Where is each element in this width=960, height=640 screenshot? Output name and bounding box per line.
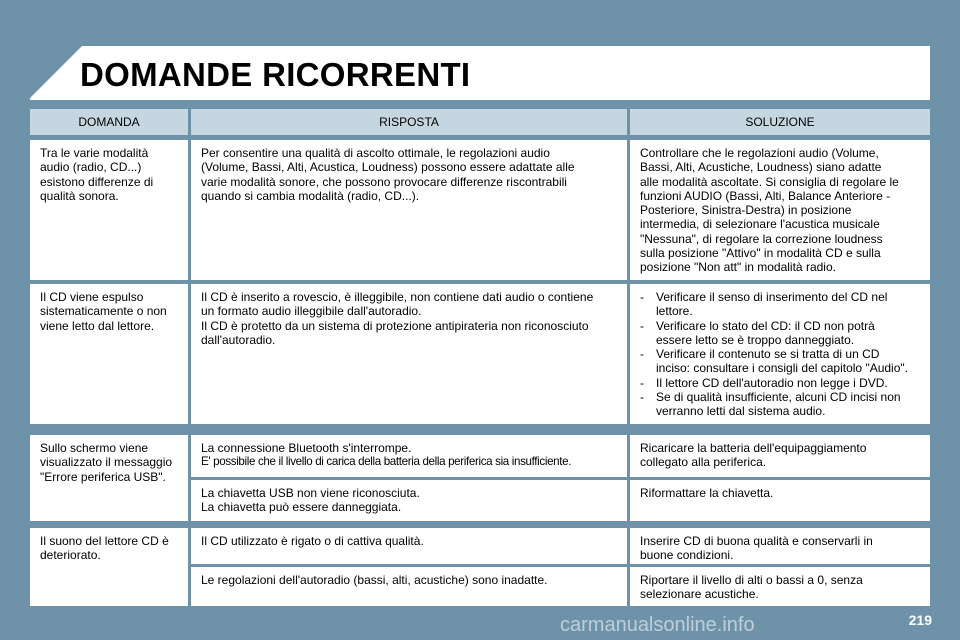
row-1-soluzione: Controllare che le regolazioni audio (Volume, Bassi, Alti, Acustiche, Loudness) siano adatte alle modalità ascoltate. Si consiglia di regolare le funzioni AUDIO (Bassi, Alti, Balance Anteriore - Posteriore, Sinistra-Destra) in posizione intermedia, di selezionare l'acustica musicale "Nessuna", di regolare la correzione loudness sulla posizione "Attivo" in modalità CD e sulla posizione "Non att" in modalità radio. <box>630 140 930 280</box>
list-item: - Se di qualità insufficiente, alcuni CD incisi non verranno letti dal sistema audio. <box>640 390 922 419</box>
list-item: - Verificare lo stato del CD: il CD non potrà essere letto se è troppo danneggiato. <box>640 319 922 348</box>
page-title: DOMANDE RICORRENTI <box>80 56 471 93</box>
solution-list <box>640 290 922 419</box>
row-2-soluzione <box>630 284 930 424</box>
row-3-domanda: Sullo schermo viene visualizzato il messaggio "Errore periferica USB". <box>30 435 188 521</box>
header-soluzione: SOLUZIONE <box>630 109 930 135</box>
row-4a-risposta: Il CD utilizzato è rigato o di cattiva qualità. <box>191 528 627 564</box>
list-item: - Il lettore CD dell'autoradio non legge i DVD. <box>640 376 922 390</box>
row-3b-risposta: La chiavetta USB non viene riconosciuta. La chiavetta può essere danneggiata. <box>191 480 627 521</box>
list-item: - Verificare il contenuto se si tratta di un CD inciso: consultare i consigli del capitolo "Audio". <box>640 347 922 376</box>
row-4a-soluzione: Inserire CD di buona qualità e conservarli in buone condizioni. <box>630 528 930 564</box>
row-4b-risposta: Le regolazioni dell'autoradio (bassi, alti, acustiche) sono inadatte. <box>191 567 627 606</box>
header-domanda: DOMANDA <box>30 109 188 135</box>
header-risposta: RISPOSTA <box>191 109 627 135</box>
list-item: - Verificare il senso di inserimento del CD nel lettore. <box>640 290 922 319</box>
row-3a-risposta: La connessione Bluetooth s'interrompe. E' possibile che il livello di carica della batteria della periferica sia insufficiente. <box>191 435 627 477</box>
watermark: carmanualsonline.info <box>560 614 755 636</box>
row-4-domanda: Il suono del lettore CD è deteriorato. <box>30 528 188 606</box>
page-number: 219 <box>908 612 932 628</box>
row-3b-soluzione: Riformattare la chiavetta. <box>630 480 930 521</box>
row-1-risposta: Per consentire una qualità di ascolto ottimale, le regolazioni audio (Volume, Bassi, Alti, Acustica, Loudness) possono essere adattate alle varie modalità sonore, che possono provocare differenze riscontrabili quando si cambia modalità (radio, CD...). <box>191 140 627 280</box>
row-3a-soluzione: Ricaricare la batteria dell'equipaggiamento collegato alla periferica. <box>630 435 930 477</box>
row-2-domanda: Il CD viene espulso sistematicamente o non viene letto dal lettore. <box>30 284 188 424</box>
row-2-risposta: Il CD è inserito a rovescio, è illeggibile, non contiene dati audio o contiene un formato audio illeggibile dall'autoradio. Il CD è protetto da un sistema di protezione antipirateria non riconosciuto dall'autoradio. <box>191 284 627 424</box>
row-4b-soluzione: Riportare il livello di alti o bassi a 0, senza selezionare acustiche. <box>630 567 930 606</box>
row-1-domanda: Tra le varie modalità audio (radio, CD...) esistono differenze di qualità sonora. <box>30 140 188 280</box>
